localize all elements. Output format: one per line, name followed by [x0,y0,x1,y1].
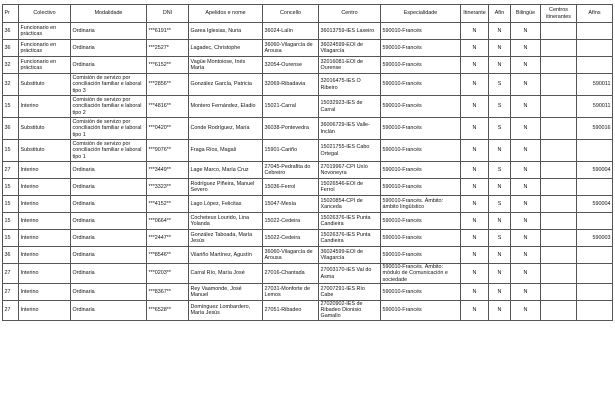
cell-afin: N [489,40,511,57]
cell-afin: N [489,247,511,264]
table-row [3,118,613,140]
cell-centros-itinerantes [541,118,577,140]
cell-bilingue: N [511,57,541,74]
cell-centro: 27019967-CPI Uxío Novoneyra [319,162,381,179]
cell-afin: S [489,74,511,96]
cell-modalidade: Ordinaria [71,40,147,57]
cell-modalidade: Ordinaria [71,162,147,179]
cell-centro: 15020854-CPI de Xanceda [319,196,381,213]
cell-centro: 15026376-IES Punta Candieira [319,213,381,230]
header-especialidade: Especialidade [381,5,461,23]
cell-itinerante: N [461,118,489,140]
header-centro: Centro [319,5,381,23]
cell-afin: N [489,301,511,321]
cell-modalidade: Ordinaria [71,196,147,213]
cell-centro: 15032923-IES de Carral [319,96,381,118]
cell-itinerante: N [461,301,489,321]
header-modalidade: Modalidade [71,5,147,23]
cell-concello: 36024-Lalín [263,23,319,40]
cell-modalidade: Comisión de servizo por conciliación familiar e laboral tipo 3 [71,74,147,96]
cell-itinerante: N [461,230,489,247]
cell-centro: 15026546-EOI de Ferrol [319,179,381,196]
cell-colectivo: Interino [19,196,71,213]
cell-centros-itinerantes [541,247,577,264]
cell-modalidade: Ordinaria [71,301,147,321]
cell-dni: ***6191** [147,23,189,40]
header-dni: DNI [147,5,189,23]
cell-afins [577,23,613,40]
cell-nome: Lago López, Felicitas [189,196,263,213]
cell-centros-itinerantes [541,140,577,162]
cell-centros-itinerantes [541,96,577,118]
cell-afins: 590016 [577,118,613,140]
cell-dni: ***8546** [147,247,189,264]
cell-bilingue: N [511,247,541,264]
cell-bilingue: N [511,179,541,196]
table-row [3,162,613,179]
cell-nome: Fraga Ríos, Magali [189,140,263,162]
cell-nome: Vilariño Martínez, Agustín [189,247,263,264]
cell-concello: 32054-Ourense [263,57,319,74]
table-row [3,213,613,230]
cell-concello: 36038-Pontevedra [263,118,319,140]
cell-centro: 36006729-IES Valle-Inclán [319,118,381,140]
cell-dni: ***0664** [147,213,189,230]
cell-colectivo: Funcionario en prácticas [19,23,71,40]
cell-afin: N [489,264,511,284]
cell-afins [577,213,613,230]
cell-concello: 27045-Pedrafita do Cebreiro [263,162,319,179]
cell-nome: González García, Patricia [189,74,263,96]
cell-bilingue: N [511,196,541,213]
cell-modalidade: Ordinaria [71,284,147,301]
cell-nome: Garea Iglesias, Nuria [189,23,263,40]
cell-concello: 15021-Carral [263,96,319,118]
cell-especialidade: 590010-Francés. Ámbito: ámbito lingüístico [381,196,461,213]
cell-afins [577,301,613,321]
cell-itinerante: N [461,162,489,179]
cell-centros-itinerantes [541,179,577,196]
cell-modalidade: Ordinaria [71,23,147,40]
cell-centros-itinerantes [541,57,577,74]
cell-modalidade: Ordinaria [71,57,147,74]
cell-centro: 36024599-EOI de Vilagarcía [319,247,381,264]
cell-especialidade: 590010-Francés [381,284,461,301]
table-row [3,40,613,57]
cell-especialidade: 590010-Francés [381,74,461,96]
cell-colectivo: Substituto [19,140,71,162]
cell-afin: S [489,118,511,140]
cell-bilingue: N [511,301,541,321]
cell-centro: 15021755-IES Cabo Ortegal [319,140,381,162]
table-body [3,23,613,321]
table-row [3,284,613,301]
cell-itinerante: N [461,247,489,264]
cell-nome: Conde Rodríguez, María [189,118,263,140]
cell-centros-itinerantes [541,196,577,213]
cell-pr: 36 [3,23,19,40]
table-row [3,230,613,247]
cell-centro: 15026376-IES Punta Candieira [319,230,381,247]
cell-colectivo: Interino [19,162,71,179]
cell-dni: ***3449** [147,162,189,179]
cell-afins: 590011 [577,96,613,118]
cell-centro: 32016081-EOI de Ourense [319,57,381,74]
cell-colectivo: Interino [19,230,71,247]
table-row [3,96,613,118]
table-row [3,247,613,264]
cell-nome: Rodríguez Piñeira, Manuel Severo [189,179,263,196]
cell-itinerante: N [461,40,489,57]
cell-colectivo: Interino [19,179,71,196]
cell-centros-itinerantes [541,264,577,284]
cell-centro: 27003170-IES Val do Asma [319,264,381,284]
cell-itinerante: N [461,57,489,74]
cell-nome: Lagadec, Christophe [189,40,263,57]
cell-centros-itinerantes [541,162,577,179]
cell-pr: 36 [3,40,19,57]
header-centros-itinerantes: Centros itinerantes [541,5,577,23]
cell-especialidade: 590010-Francés [381,247,461,264]
cell-afins [577,179,613,196]
cell-modalidade: Ordinaria [71,230,147,247]
cell-colectivo: Interino [19,96,71,118]
cell-afins: 590003 [577,230,613,247]
cell-nome: Cocheteux Lourido, Lina Yolanda [189,213,263,230]
cell-bilingue: N [511,284,541,301]
header-nome: Apelidos e nome [189,5,263,23]
cell-pr: 27 [3,162,19,179]
cell-itinerante: N [461,213,489,230]
cell-concello: 15036-Ferrol [263,179,319,196]
cell-especialidade: 590010-Francés [381,57,461,74]
table-row [3,140,613,162]
cell-pr: 32 [3,57,19,74]
cell-afin: N [489,23,511,40]
cell-concello: 15047-Mesía [263,196,319,213]
cell-centros-itinerantes [541,213,577,230]
cell-centro: 36024599-EOI de Vilagarcía [319,40,381,57]
cell-dni: ***9076** [147,140,189,162]
cell-afin: S [489,230,511,247]
cell-concello: 27016-Chantada [263,264,319,284]
cell-afin: N [489,179,511,196]
assignment-table [2,4,613,321]
cell-afins [577,140,613,162]
cell-itinerante: N [461,179,489,196]
cell-centros-itinerantes [541,23,577,40]
cell-bilingue: N [511,162,541,179]
cell-afin: S [489,96,511,118]
cell-nome: González Taboada, María Jesús [189,230,263,247]
cell-pr: 27 [3,264,19,284]
cell-colectivo: Funcionario en prácticas [19,57,71,74]
cell-especialidade: 590010-Francés [381,140,461,162]
cell-pr: 15 [3,196,19,213]
cell-dni: ***0203** [147,264,189,284]
cell-colectivo: Interino [19,284,71,301]
cell-centros-itinerantes [541,40,577,57]
header-pr: Pr [3,5,19,23]
cell-pr: 15 [3,140,19,162]
cell-dni: ***4152** [147,196,189,213]
cell-dni: ***0420** [147,118,189,140]
cell-concello: 32069-Ribadavia [263,74,319,96]
cell-bilingue: N [511,264,541,284]
assignment-table-container [2,4,613,321]
cell-afins: 590004 [577,196,613,213]
table-row [3,57,613,74]
cell-pr: 27 [3,284,19,301]
cell-concello: 36060-Vilagarcía de Arousa [263,40,319,57]
cell-concello: 27031-Monforte de Lemos [263,284,319,301]
cell-centro: 27020902-IES de Ribadeo Dionisio Gamallo [319,301,381,321]
cell-concello: 36060-Vilagarcía de Arousa [263,247,319,264]
cell-concello: 15022-Cedeira [263,230,319,247]
cell-afin: S [489,196,511,213]
cell-itinerante: N [461,74,489,96]
cell-especialidade: 590010-Francés [381,40,461,57]
table-row [3,179,613,196]
cell-afins [577,247,613,264]
cell-centro: 27007291-IES Río Cabe [319,284,381,301]
table-row [3,264,613,284]
cell-afin: N [489,284,511,301]
table-row [3,301,613,321]
table-row [3,23,613,40]
cell-dni: ***4816** [147,96,189,118]
cell-pr: 36 [3,118,19,140]
header-row [3,5,613,23]
cell-bilingue: N [511,23,541,40]
cell-afins: 590011 [577,74,613,96]
cell-colectivo: Interino [19,247,71,264]
cell-nome: Lage Marco, María Cruz [189,162,263,179]
cell-itinerante: N [461,23,489,40]
cell-modalidade: Ordinaria [71,213,147,230]
cell-afins [577,284,613,301]
cell-bilingue: N [511,230,541,247]
cell-especialidade: 590010-Francés [381,301,461,321]
cell-afins [577,57,613,74]
cell-concello: 15022-Cedeira [263,213,319,230]
cell-pr: 15 [3,179,19,196]
cell-modalidade: Ordinaria [71,247,147,264]
cell-centros-itinerantes [541,230,577,247]
cell-bilingue: N [511,74,541,96]
header-afin: Afín [489,5,511,23]
cell-especialidade: 590010-Francés [381,213,461,230]
cell-especialidade: 590010-Francés [381,162,461,179]
cell-nome: Vagüe Montoiose, Inés María [189,57,263,74]
table-row [3,74,613,96]
cell-afins: 590004 [577,162,613,179]
header-itinerante: Itinerante [461,5,489,23]
cell-itinerante: N [461,284,489,301]
table-row [3,196,613,213]
cell-especialidade: 590010-Francés [381,179,461,196]
cell-nome: Rey Vaamonde, José Manuel [189,284,263,301]
header-colectivo: Colectivo [19,5,71,23]
cell-afin: N [489,213,511,230]
cell-modalidade: Comisión de servizo por conciliación familiar e laboral tipo 1 [71,118,147,140]
cell-dni: ***2447** [147,230,189,247]
cell-especialidade: 590010-Francés [381,23,461,40]
cell-bilingue: N [511,118,541,140]
cell-centro: 32016475-IES O Ribeiro [319,74,381,96]
cell-centros-itinerantes [541,74,577,96]
cell-pr: 15 [3,230,19,247]
header-bilingue: Bilingüe [511,5,541,23]
cell-afins [577,40,613,57]
cell-centros-itinerantes [541,301,577,321]
cell-modalidade: Ordinaria [71,179,147,196]
cell-colectivo: Substituto [19,74,71,96]
cell-pr: 36 [3,247,19,264]
cell-centros-itinerantes [541,284,577,301]
cell-dni: ***8367** [147,284,189,301]
cell-modalidade: Ordinaria [71,264,147,284]
cell-pr: 27 [3,301,19,321]
cell-especialidade: 590010-Francés [381,118,461,140]
cell-bilingue: N [511,40,541,57]
cell-colectivo: Interino [19,264,71,284]
cell-dni: ***3323** [147,179,189,196]
cell-pr: 32 [3,74,19,96]
cell-itinerante: N [461,196,489,213]
cell-afin: N [489,140,511,162]
cell-itinerante: N [461,140,489,162]
cell-bilingue: N [511,213,541,230]
cell-dni: ***6152** [147,57,189,74]
cell-concello: 15901-Cariño [263,140,319,162]
cell-itinerante: N [461,264,489,284]
cell-pr: 15 [3,96,19,118]
cell-nome: Montero Fernández, Eladio [189,96,263,118]
cell-nome: Carral Río, María José [189,264,263,284]
cell-bilingue: N [511,140,541,162]
cell-colectivo: Interino [19,301,71,321]
cell-afin: S [489,162,511,179]
cell-afins [577,264,613,284]
cell-dni: ***2856** [147,74,189,96]
cell-pr: 15 [3,213,19,230]
cell-afin: N [489,57,511,74]
cell-dni: ***2527* [147,40,189,57]
cell-concello: 27051-Ribadeo [263,301,319,321]
cell-colectivo: Substituto [19,118,71,140]
cell-dni: ***6528** [147,301,189,321]
header-concello: Concello [263,5,319,23]
cell-bilingue: N [511,96,541,118]
cell-modalidade: Comisión de servizo por conciliación familiar e laboral tipo 2 [71,96,147,118]
cell-especialidade: 590010-Francés [381,96,461,118]
cell-colectivo: Funcionario en prácticas [19,40,71,57]
header-afins: Afíns [577,5,613,23]
cell-colectivo: Interino [19,213,71,230]
cell-especialidade: 590010-Francés. Ámbito: módulo de Comunicación e sociedade [381,264,461,284]
cell-centro: 36013759-IES Laxeiro [319,23,381,40]
cell-modalidade: Comisión de servizo por conciliación familiar e laboral tipo 1 [71,140,147,162]
cell-itinerante: N [461,96,489,118]
cell-especialidade: 590010-Francés [381,230,461,247]
cell-nome: Domínguez Lombardero, María Jesús [189,301,263,321]
